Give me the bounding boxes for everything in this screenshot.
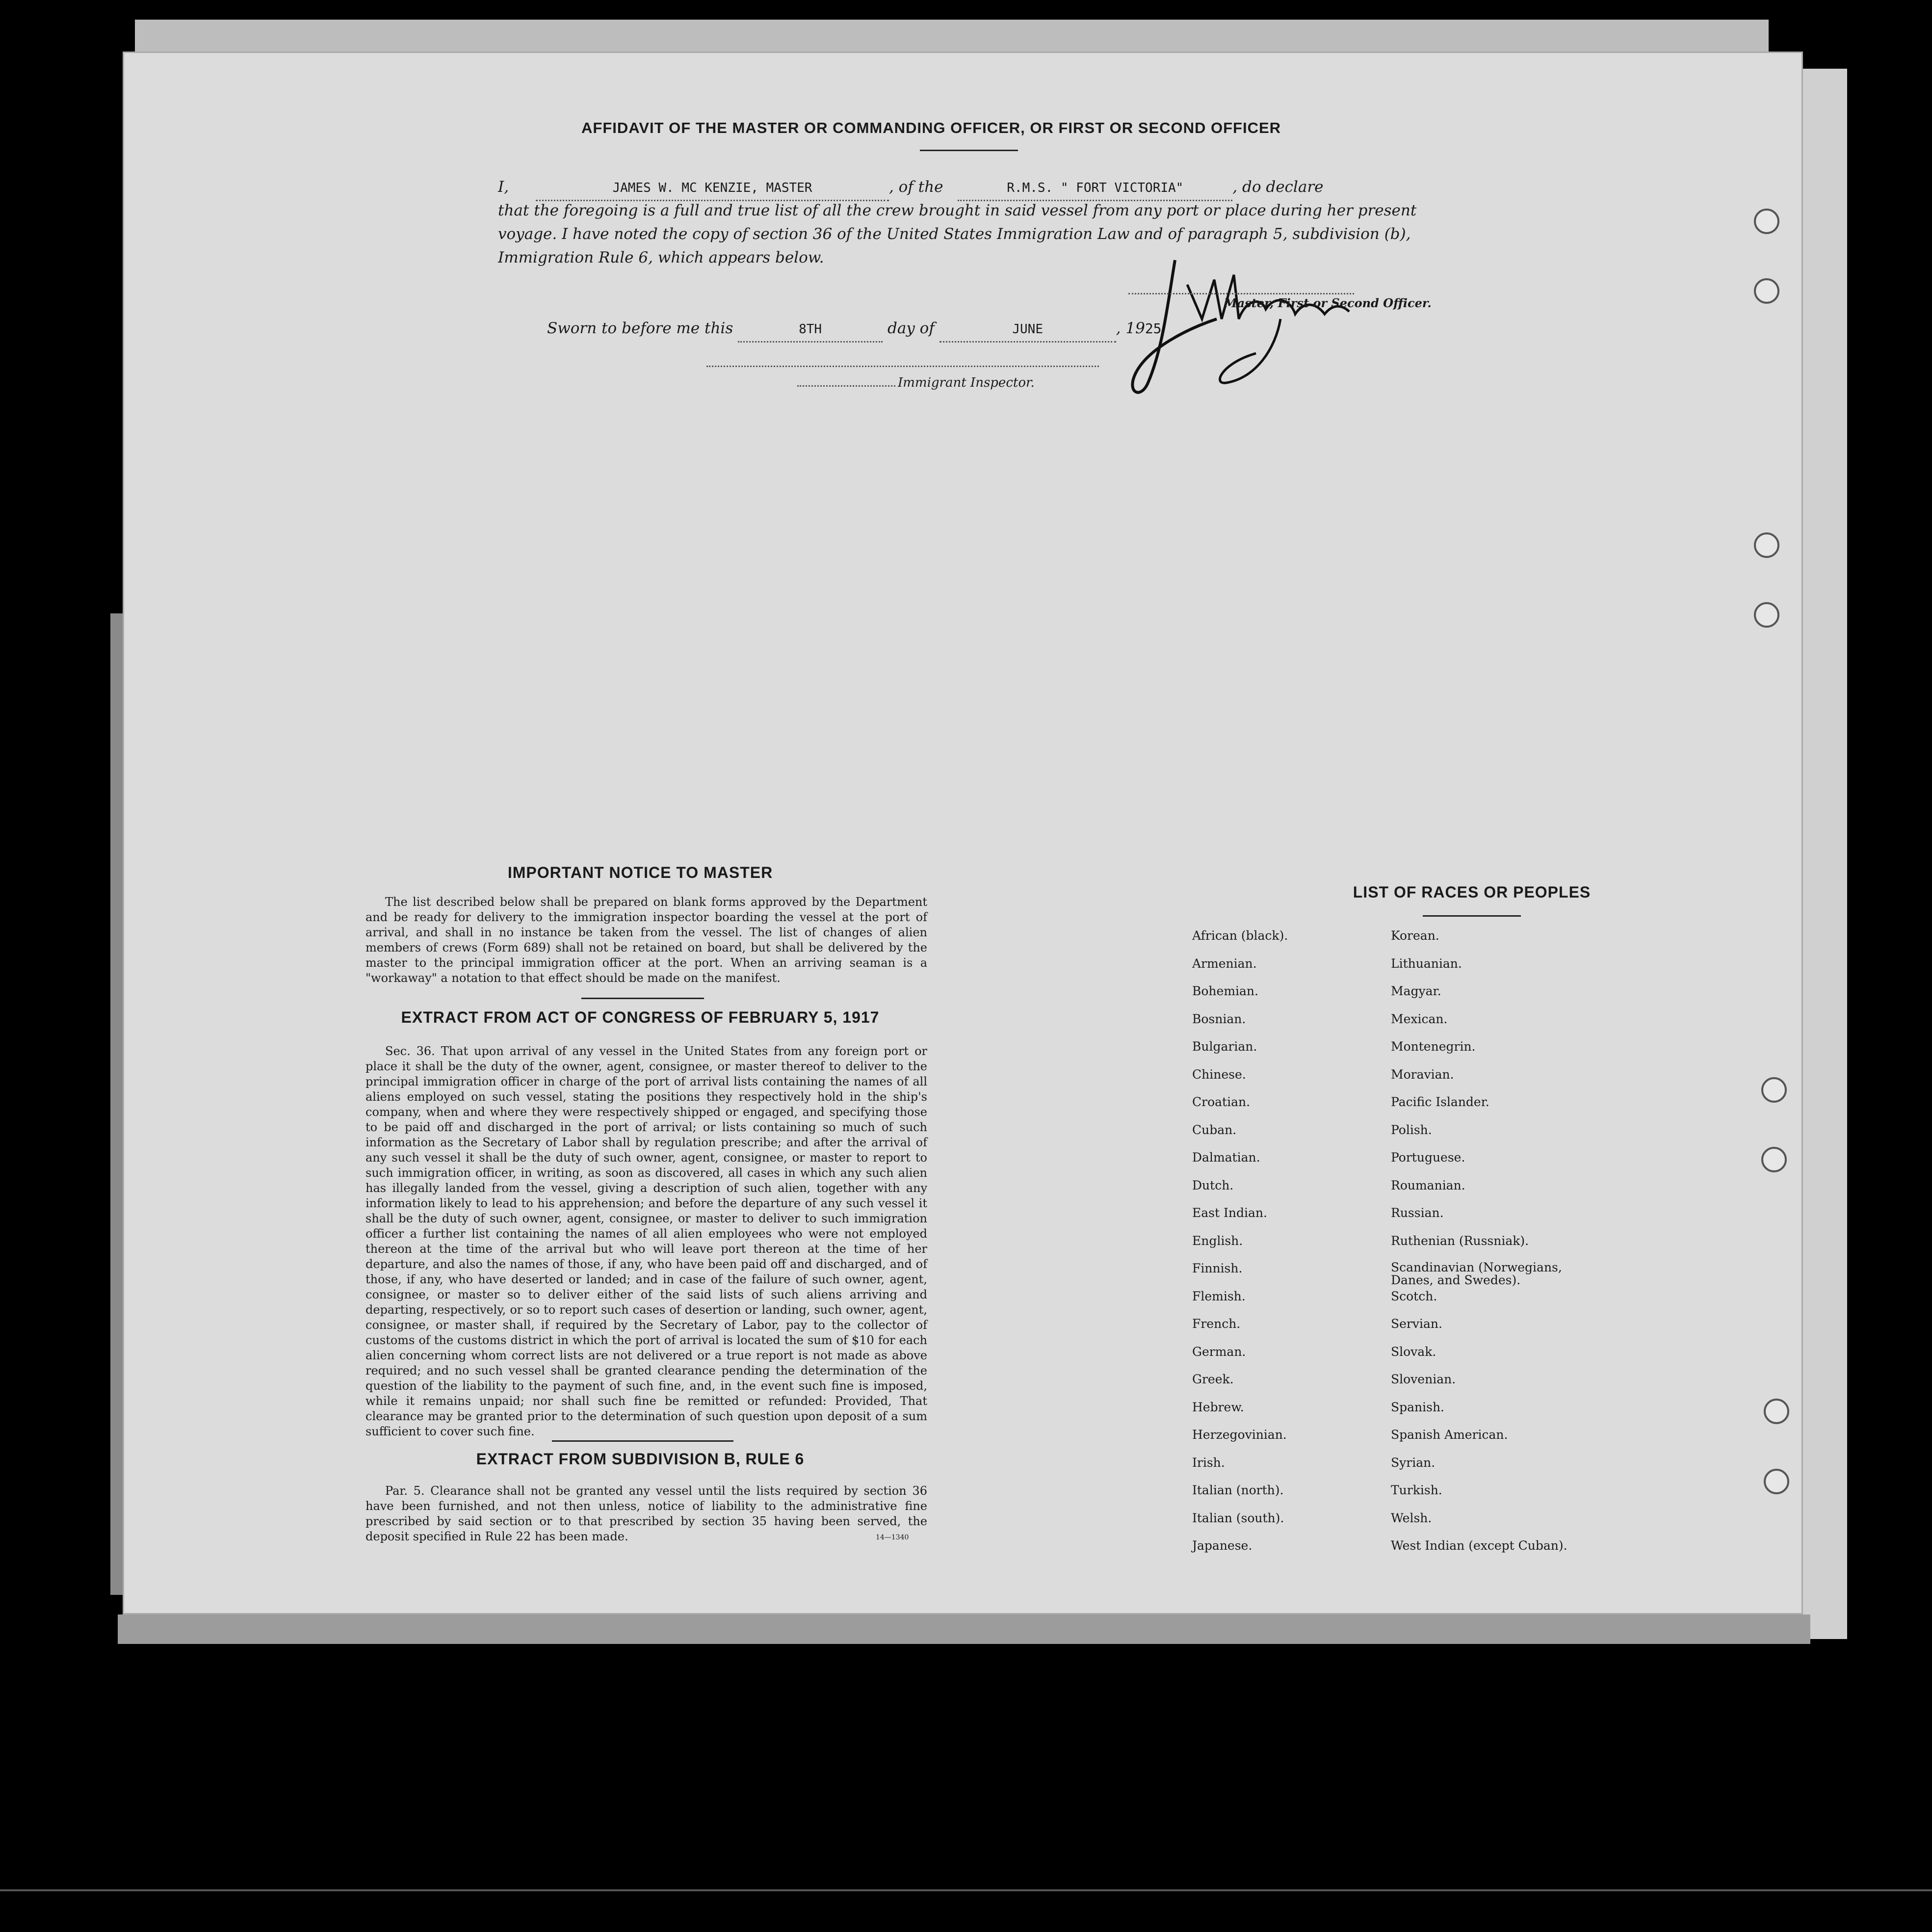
back-sheet-edge-right [1803, 69, 1847, 1639]
race-item: West Indian (except Cuban). [1391, 1538, 1567, 1553]
form-number: 14—1340 [876, 1534, 909, 1541]
race-item: Hebrew. [1192, 1400, 1244, 1414]
race-item: Dalmatian. [1192, 1150, 1260, 1164]
race-item: Scandinavian (Norwegians, Danes, and Swedes). [1391, 1260, 1562, 1287]
race-item: Korean. [1391, 928, 1439, 943]
race-item: Scotch. [1391, 1289, 1437, 1303]
punch-hole [1764, 1399, 1789, 1424]
race-item: Chinese. [1192, 1067, 1246, 1082]
affidavit-line-4: Immigration Rule 6, which appears below. [498, 249, 824, 266]
race-item: Greek. [1192, 1372, 1234, 1386]
race-item: German. [1192, 1344, 1246, 1359]
inspector-rule [706, 366, 1099, 367]
race-item: Cuban. [1192, 1122, 1237, 1137]
race-item: Bulgarian. [1192, 1039, 1257, 1054]
races-right-column [1391, 928, 1597, 1566]
race-item: Slovak. [1391, 1344, 1436, 1359]
race-item: Welsh. [1391, 1510, 1432, 1525]
race-item: Montenegrin. [1391, 1039, 1476, 1054]
race-item: Portuguese. [1391, 1150, 1465, 1164]
race-item: Lithuanian. [1391, 956, 1462, 971]
affidavit-line-2: that the foregoing is a full and true list of all the crew brought in said vessel from any port or place during her present [498, 202, 1417, 219]
year-field: 25 [1145, 320, 1162, 337]
punch-hole [1754, 209, 1779, 234]
year-prefix: , 19 [1116, 319, 1145, 337]
race-item: Japanese. [1192, 1538, 1253, 1553]
race-item: Bosnian. [1192, 1011, 1246, 1026]
act-extract-text: Sec. 36. That upon arrival of any vessel in the United States from any foreign port or place it shall be the duty of the owner, agent, consignee, or master thereof to deliver to the principal immigration officer in charge of the port of arrival lists containing the names of all aliens employed on such vessel, stating the positions they respectively hold in the ship's company, when and where they were respectively shipped or engaged, and specifying those to be paid off and discharged in the port of arrival; or lists containing so much of such information as the Secretary of Labor shall by regulation prescribe; and after the arrival of any such vessel it shall be the duty of such owner, agent, consignee, or master to report to such immigration officer, in writing, as soon as discovered, all cases in which any such alien has illegally landed from the vessel, giving a description of such alien, together with any information likely to lead to his apprehension; and before the departure of any such vessel it shall be the duty of such owner, agent, consignee, or master to deliver to such immigration officer a further list containing the names of all alien employees who were not employed thereon at the time of the arrival but who will leave port thereon at the time of her departure, and also the names of those, if any, who have been paid off and discharged, and of those, if any, who have deserted or landed; and in case of the failure of such owner, agent, consignee, or master so to deliver either of the said lists of such aliens arriving and departing, respectively, or so to report such cases of desertion or landing, such owner, agent, consignee, or master shall, if required by the Secretary of Labor, pay to the collector of customs of the customs district in which the port of arrival is located the sum of $10 for each alien concerning whom correct lists are not delivered or a true report is not made as above required; and no such vessel shall be granted clearance pending the determination of the question of the liability to the payment of such fine, and, in the event such fine is imposed, while it remains unpaid; nor shall such fine be remitted or refunded: Provided, That clearance may be granted prior to the determination of such question upon deposit of a sum sufficient to cover such fine. [366, 1044, 927, 1438]
act-extract-rule [552, 1440, 733, 1442]
race-item: Bohemian. [1192, 984, 1258, 998]
affidavit-title: AFFIDAVIT OF THE MASTER OR COMMANDING OFFICER, OR FIRST OR SECOND OFFICER [581, 119, 1281, 136]
of-the-label: , of the [888, 178, 943, 196]
document-sheet [123, 52, 1803, 1614]
race-item: English. [1192, 1233, 1243, 1248]
rule-extract-text: Par. 5. Clearance shall not be granted any vessel until the lists required by section 36 have been furnished, and not then unless, notice of liability to the administrative fine prescribed by said section or to that prescribed by section 35 having been served, the deposit specified in Rule 22 has been made. [366, 1484, 927, 1543]
punch-hole [1761, 1077, 1787, 1103]
punch-hole [1754, 278, 1779, 304]
race-item: Servian. [1391, 1317, 1442, 1331]
back-sheet-edge-bottom [118, 1614, 1810, 1644]
affidavit-title-rule [920, 150, 1018, 151]
race-item: Flemish. [1192, 1289, 1246, 1303]
race-item: Armenian. [1192, 956, 1257, 971]
race-item: Russian. [1391, 1206, 1444, 1220]
race-item: East Indian. [1192, 1206, 1267, 1220]
inspector-rule-short [797, 385, 895, 387]
sworn-prefix: Sworn to before me this [547, 319, 733, 337]
signature-caption: Master, First or Second Officer. [1224, 296, 1432, 310]
notice-text: The list described below shall be prepared on blank forms approved by the Department and be ready for delivery to the immigration inspector boarding the vessel at the port of arrival, and shall in no instance be taken from the vessel. The list of changes of alien members of crews (Form 689) shall not be retained on board, but shall be delivered by the master to the principal immigration officer at the port. When an arriving seaman is a "workaway" a notation to that effect should be made on the manifest. [366, 895, 927, 985]
race-item: Turkish. [1391, 1483, 1442, 1497]
affidavit-line-3: voyage. I have noted the copy of section 36 of the United States Immigration Law and of paragraph 5, subdivision (b), [498, 225, 1411, 243]
back-sheet-edge-top [135, 20, 1769, 54]
inspector-caption: Immigrant Inspector. [898, 375, 1035, 390]
race-item: Mexican. [1391, 1011, 1448, 1026]
punch-hole [1764, 1469, 1789, 1494]
notice-title: IMPORTANT NOTICE TO MASTER [507, 864, 773, 881]
race-item: Finnish. [1192, 1261, 1243, 1275]
sworn-month-field: JUNE [940, 318, 1116, 343]
race-item: Ruthenian (Russniak). [1391, 1233, 1529, 1248]
affidavit-i: I, [498, 178, 509, 196]
race-item: Roumanian. [1391, 1178, 1465, 1192]
day-of-label: day of [887, 319, 935, 337]
race-item: African (black). [1192, 928, 1288, 943]
race-item: Polish. [1391, 1122, 1432, 1137]
race-item: Slovenian. [1391, 1372, 1456, 1386]
punch-hole [1754, 602, 1779, 628]
race-item: French. [1192, 1317, 1241, 1331]
back-sheet-edge-left [110, 613, 123, 1595]
race-item: Syrian. [1391, 1455, 1436, 1470]
vessel-name-field: R.M.S. " FORT VICTORIA" [958, 176, 1232, 201]
signature-rule [1128, 293, 1354, 294]
races-left-column [1192, 928, 1379, 1566]
race-item: Spanish. [1391, 1400, 1445, 1414]
race-item: Spanish American. [1391, 1428, 1508, 1442]
sworn-line [547, 317, 1283, 343]
race-item: Italian (south). [1192, 1510, 1284, 1525]
act-extract-title: EXTRACT FROM ACT OF CONGRESS OF FEBRUARY 5, 1917 [401, 1008, 880, 1026]
sworn-day-field: 8TH [738, 318, 883, 343]
affidavit-line-1 [498, 175, 1626, 201]
race-item: Pacific Islander. [1391, 1095, 1489, 1109]
punch-hole [1761, 1147, 1787, 1172]
races-title-rule [1423, 915, 1521, 917]
race-item: Dutch. [1192, 1178, 1234, 1192]
punch-hole [1754, 532, 1779, 558]
race-item: Magyar. [1391, 984, 1441, 998]
master-name-field: JAMES W. MC KENZIE, MASTER [536, 176, 889, 201]
race-item: Herzegovinian. [1192, 1428, 1287, 1442]
races-title: LIST OF RACES OR PEOPLES [1353, 883, 1591, 901]
race-item: Croatian. [1192, 1095, 1251, 1109]
race-item: Irish. [1192, 1455, 1225, 1470]
do-declare-label: , do declare [1232, 178, 1324, 196]
race-item: Moravian. [1391, 1067, 1454, 1082]
rule-extract-title: EXTRACT FROM SUBDIVISION B, RULE 6 [476, 1450, 805, 1468]
bottom-scan-line [0, 1889, 1932, 1891]
notice-rule [581, 998, 704, 999]
race-item: Italian (north). [1192, 1483, 1284, 1497]
